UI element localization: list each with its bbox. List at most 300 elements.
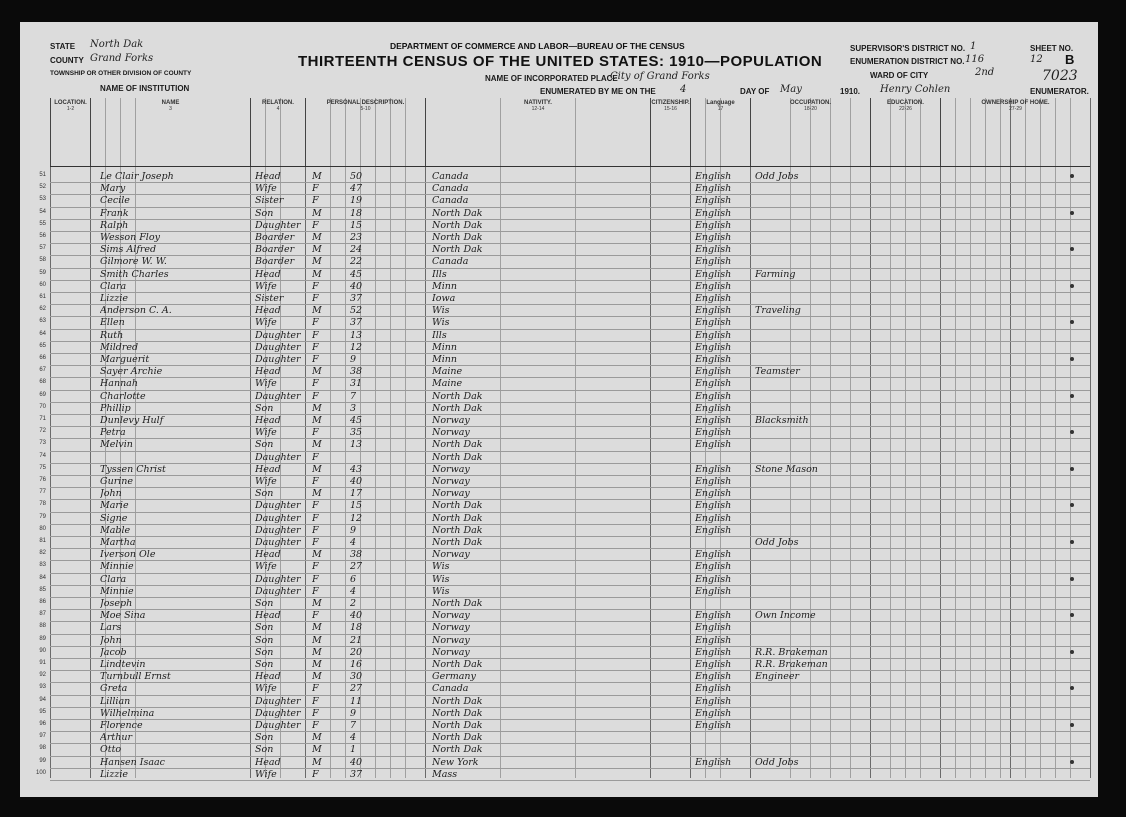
column-header-number: 5-10	[360, 106, 371, 112]
cell-age: 40	[350, 280, 363, 292]
cell-age: 24	[350, 244, 363, 256]
cell-birth: Mass	[432, 768, 458, 780]
cell-rel: Wife	[255, 280, 277, 292]
census-table	[35, 98, 1090, 780]
row-number: 93	[39, 684, 46, 691]
row-number: 70	[39, 403, 46, 410]
township-label: TOWNSHIP OR OTHER DIVISION OF COUNTY	[50, 70, 192, 77]
cell-lang: English	[695, 671, 732, 683]
cell-birth: North Dak	[432, 598, 483, 609]
row-number: 68	[39, 379, 46, 386]
row-number: 66	[39, 355, 46, 361]
row-number: 92	[39, 672, 46, 679]
row-number: 91	[39, 660, 46, 666]
cell-birth: Norway	[432, 476, 470, 487]
cell-birth: Minn	[432, 341, 458, 353]
cell-lang: English	[695, 256, 732, 268]
cell-rel: Son	[255, 744, 274, 756]
column-header-label: OCCUPATION.	[789, 100, 832, 106]
margin-punch-hole	[1070, 613, 1074, 617]
cell-age: 40	[350, 756, 363, 768]
cell-rel: Boarder	[255, 232, 295, 243]
cell-name: Wilhelmina	[100, 707, 155, 719]
cell-name: Sayer Archie	[100, 366, 163, 378]
cell-birth: Canada	[432, 683, 469, 695]
cell-lang: English	[695, 317, 732, 329]
cell-name: Lizzie	[100, 293, 129, 304]
cell-rel: Head	[255, 610, 281, 622]
cell-age: 6	[350, 573, 357, 585]
cell-rel: Head	[255, 171, 281, 182]
cell-birth: Iowa	[432, 293, 456, 304]
column-header-number: 12-14	[531, 106, 545, 112]
column-header-label: PERSONAL DESCRIPTION.	[326, 100, 405, 106]
sheet-letter: B	[1065, 52, 1075, 67]
cell-lang: English	[695, 195, 732, 207]
cell-rel: Son	[255, 659, 274, 670]
cell-birth: North Dak	[432, 732, 483, 744]
cell-name: Phillip	[100, 402, 131, 414]
row-number: 62	[39, 306, 46, 313]
row-number: 77	[39, 489, 46, 496]
cell-rel: Daughter	[255, 585, 301, 597]
cell-rel: Sister	[255, 293, 284, 304]
cell-rel: Son	[255, 646, 274, 658]
cell-rel: Head	[255, 671, 281, 683]
margin-punch-hole	[1070, 394, 1074, 398]
cell-sex: F	[312, 195, 319, 207]
cell-birth: Maine	[432, 378, 463, 390]
cell-lang: English	[695, 439, 732, 451]
cell-birth: Norway	[432, 622, 470, 634]
row-number: 63	[39, 318, 46, 325]
cell-age: 38	[350, 549, 363, 561]
row-number: 69	[39, 391, 46, 398]
cell-sex: F	[312, 329, 319, 341]
cell-lang: English	[695, 622, 732, 634]
cell-birth: North Dak	[432, 451, 483, 463]
cell-age: 47	[350, 183, 363, 195]
cell-age: 21	[350, 634, 363, 646]
cell-rel: Head	[255, 366, 281, 378]
cell-rel: Son	[255, 622, 274, 634]
cell-sex: M	[312, 488, 322, 500]
cell-occ: Teamster	[755, 366, 800, 378]
cell-age: 50	[350, 171, 363, 182]
column-header-number: 18-20	[804, 106, 817, 112]
margin-punch-hole	[1070, 284, 1074, 288]
cell-birth: North Dak	[432, 537, 483, 548]
row-number: 54	[39, 208, 46, 215]
cell-age: 4	[350, 732, 357, 744]
margin-punch-hole	[1070, 467, 1074, 471]
cell-age: 16	[350, 659, 363, 670]
cell-lang: English	[695, 171, 732, 182]
cell-sex: M	[312, 268, 322, 280]
row-number: 96	[39, 721, 46, 727]
county-value: Grand Forks	[90, 53, 154, 64]
cell-lang: English	[695, 293, 732, 304]
cell-age: 31	[350, 378, 363, 390]
cell-rel: Son	[255, 634, 274, 646]
margin-punch-hole	[1070, 540, 1074, 544]
cell-occ: Odd Jobs	[755, 756, 799, 768]
row-number: 86	[39, 599, 46, 605]
cell-lang: English	[695, 305, 732, 317]
cell-birth: North Dak	[432, 500, 483, 512]
cell-rel: Boarder	[255, 244, 295, 256]
cell-name: Minnie	[100, 585, 134, 597]
margin-punch-hole	[1070, 174, 1074, 178]
cell-sex: M	[312, 744, 322, 756]
cell-age: 37	[350, 317, 363, 329]
cell-birth: North Dak	[432, 659, 483, 670]
cell-rel: Wife	[255, 427, 277, 439]
cell-age: 43	[350, 463, 363, 475]
cell-lang: English	[695, 476, 732, 487]
cell-sex: M	[312, 622, 322, 634]
cell-sex: F	[312, 317, 319, 329]
row-number: 72	[39, 428, 46, 435]
cell-rel: Daughter	[255, 524, 301, 536]
cell-age: 27	[350, 561, 363, 573]
cell-age: 18	[350, 207, 363, 219]
cell-name: Gurine	[100, 476, 134, 487]
cell-birth: North Dak	[432, 707, 483, 719]
cell-name: Lindtevin	[100, 659, 146, 670]
row-number: 58	[39, 257, 46, 264]
row-number: 56	[39, 233, 46, 239]
row-number: 51	[39, 172, 46, 178]
row-number: 55	[39, 220, 46, 227]
row-number: 100	[35, 769, 46, 776]
cell-name: Dunlevy Hulf	[100, 415, 164, 426]
cell-age: 12	[350, 341, 363, 353]
cell-name: Charlotte	[100, 390, 146, 402]
day-of-label: DAY OF	[740, 87, 770, 96]
cell-name: Cecile	[100, 195, 130, 207]
cell-sex: M	[312, 232, 322, 243]
column-header	[250, 98, 305, 166]
cell-occ: Farming	[755, 268, 796, 280]
row-number: 99	[39, 757, 46, 764]
cell-occ: Odd Jobs	[755, 171, 799, 182]
cell-sex: F	[312, 561, 319, 573]
margin-punch-hole	[1070, 650, 1074, 654]
cell-name: Frank	[100, 207, 129, 219]
cell-age: 20	[350, 646, 363, 658]
row-number: 65	[39, 342, 46, 349]
cell-name: Greta	[100, 683, 128, 695]
row-number: 83	[39, 562, 46, 569]
cell-age: 27	[350, 683, 363, 695]
column-header-label: Language	[706, 100, 735, 106]
cell-name: Jacob	[100, 646, 127, 658]
row-number: 60	[39, 281, 46, 288]
cell-sex: M	[312, 244, 322, 256]
cell-sex: F	[312, 341, 319, 353]
cell-sex: F	[312, 354, 319, 365]
cell-age: 9	[350, 707, 357, 719]
row-rule	[50, 451, 1090, 452]
cell-sex: M	[312, 756, 322, 768]
cell-age: 15	[350, 219, 363, 231]
cell-lang: English	[695, 268, 732, 280]
sheet-value: 12	[1030, 54, 1043, 65]
margin-punch-hole	[1070, 503, 1074, 507]
cell-age: 9	[350, 354, 357, 365]
cell-lang: English	[695, 585, 732, 597]
column-header	[305, 98, 425, 166]
cell-age: 4	[350, 585, 357, 597]
row-number: 67	[39, 367, 46, 374]
column-header-label: OWNERSHIP OF HOME.	[981, 100, 1050, 106]
column-header	[690, 98, 750, 166]
cell-name: Florence	[100, 720, 143, 731]
cell-age: 1	[350, 744, 357, 756]
row-number: 64	[39, 330, 46, 337]
cell-sex: F	[312, 451, 319, 463]
cell-lang: English	[695, 512, 732, 524]
cell-rel: Daughter	[255, 573, 301, 585]
row-number: 90	[39, 647, 46, 654]
cell-name: Turnbull Ernst	[100, 671, 171, 683]
cell-rel: Wife	[255, 561, 277, 573]
cell-birth: North Dak	[432, 390, 483, 402]
row-number: 87	[39, 611, 46, 618]
column-header-number: 3	[169, 106, 172, 112]
state-value: North Dak	[90, 39, 144, 50]
cell-name: Clara	[100, 280, 127, 292]
cell-birth: Norway	[432, 646, 470, 658]
cell-name: Melvin	[100, 439, 133, 451]
cell-rel: Daughter	[255, 329, 301, 341]
cell-lang: English	[695, 573, 732, 585]
sheet-label: SHEET NO.	[1030, 44, 1074, 53]
cell-name: John	[100, 488, 122, 500]
cell-age: 9	[350, 524, 357, 536]
cell-occ: Blacksmith	[755, 415, 809, 426]
cell-name: Tyssen Christ	[100, 463, 166, 475]
row-number: 95	[39, 708, 46, 715]
cell-birth: Norway	[432, 488, 470, 500]
cell-birth: North Dak	[432, 439, 483, 451]
row-number: 84	[39, 574, 46, 581]
cell-age: 15	[350, 500, 363, 512]
cell-sex: M	[312, 549, 322, 561]
cell-name: Martha	[100, 537, 136, 548]
cell-sex: F	[312, 378, 319, 390]
cell-name: Mary	[100, 183, 126, 195]
cell-occ: Engineer	[755, 671, 800, 683]
cell-sex: F	[312, 512, 319, 524]
cell-rel: Wife	[255, 378, 277, 390]
cell-sex: F	[312, 500, 319, 512]
cell-lang: English	[695, 390, 732, 402]
column-header-number: 15-16	[664, 106, 677, 112]
cell-birth: Maine	[432, 366, 463, 378]
county-label: COUNTY	[50, 56, 84, 65]
cell-sex: M	[312, 415, 322, 426]
cell-name: Mable	[100, 524, 131, 536]
margin-punch-hole	[1070, 723, 1074, 727]
cell-sex: F	[312, 683, 319, 695]
cell-name: Hannah	[100, 378, 138, 390]
cell-occ: Stone Mason	[755, 463, 818, 475]
supervisor-label: SUPERVISOR'S DISTRICT NO.	[850, 44, 966, 53]
column-header	[940, 98, 1090, 166]
cell-rel: Wife	[255, 768, 277, 780]
cell-lang: English	[695, 366, 732, 378]
enumerated-day: 4	[680, 84, 687, 95]
column-header	[870, 98, 940, 166]
cell-lang: English	[695, 610, 732, 622]
cell-rel: Wife	[255, 183, 277, 195]
cell-birth: Norway	[432, 427, 470, 439]
cell-name: Joseph	[100, 598, 133, 609]
ward-label: WARD OF CITY	[870, 71, 929, 80]
cell-name: Wesson Floy	[100, 232, 160, 243]
cell-age: 35	[350, 427, 363, 439]
cell-birth: North Dak	[432, 207, 483, 219]
cell-age: 37	[350, 768, 363, 780]
column-header	[90, 98, 250, 166]
cell-sex: F	[312, 573, 319, 585]
cell-birth: Canada	[432, 171, 469, 182]
cell-sex: M	[312, 732, 322, 744]
cell-birth: Wis	[432, 561, 450, 573]
cell-sex: M	[312, 659, 322, 670]
cell-birth: New York	[432, 756, 479, 768]
cell-birth: Canada	[432, 256, 469, 268]
cell-sex: F	[312, 707, 319, 719]
cell-sex: F	[312, 610, 319, 622]
row-number: 57	[39, 245, 46, 252]
cell-birth: North Dak	[432, 244, 483, 256]
cell-age: 2	[350, 598, 357, 609]
row-number: 85	[39, 586, 46, 593]
cell-occ: R.R. Brakeman	[755, 646, 828, 658]
cell-birth: North Dak	[432, 744, 483, 756]
cell-lang: English	[695, 207, 732, 219]
cell-lang: English	[695, 415, 732, 426]
row-number: 79	[39, 513, 46, 520]
cell-name: Mildred	[100, 341, 139, 353]
cell-rel: Wife	[255, 476, 277, 487]
cell-birth: Wis	[432, 305, 450, 317]
cell-rel: Head	[255, 463, 281, 475]
row-number: 61	[39, 294, 46, 300]
column-header	[50, 98, 90, 166]
cell-sex: F	[312, 293, 319, 304]
cell-sex: M	[312, 402, 322, 414]
cell-name: Iverson Ole	[100, 549, 156, 561]
cell-age: 38	[350, 366, 363, 378]
cell-birth: North Dak	[432, 232, 483, 243]
cell-age: 22	[350, 256, 363, 268]
column-header	[650, 98, 690, 166]
cell-lang: English	[695, 683, 732, 695]
cell-lang: English	[695, 646, 732, 658]
cell-lang: English	[695, 659, 732, 670]
cell-rel: Son	[255, 439, 274, 451]
cell-lang: English	[695, 500, 732, 512]
cell-sex: F	[312, 695, 319, 707]
cell-lang: English	[695, 244, 732, 256]
enumerator-value: Henry Cohlen	[880, 84, 951, 95]
cell-sex: F	[312, 280, 319, 292]
cell-age: 45	[350, 415, 363, 426]
row-number: 94	[39, 696, 46, 703]
row-number: 97	[39, 733, 46, 740]
place-value: City of Grand Forks	[610, 71, 710, 82]
cell-rel: Son	[255, 488, 274, 500]
year-label: 1910.	[840, 87, 861, 96]
cell-rel: Daughter	[255, 451, 301, 463]
margin-punch-hole	[1070, 686, 1074, 690]
cell-sex: F	[312, 183, 319, 195]
row-number: 89	[39, 635, 46, 642]
cell-birth: North Dak	[432, 402, 483, 414]
cell-age: 52	[350, 305, 363, 317]
column-header-label: LOCATION.	[54, 100, 87, 106]
census-title: THIRTEENTH CENSUS OF THE UNITED STATES: 1910—POPULATION	[298, 53, 823, 70]
cell-age: 40	[350, 610, 363, 622]
cell-sex: F	[312, 427, 319, 439]
cell-rel: Sister	[255, 195, 284, 207]
cell-sex: M	[312, 598, 322, 609]
institution-label: NAME OF INSTITUTION	[100, 84, 190, 93]
cell-birth: North Dak	[432, 219, 483, 231]
margin-punch-hole	[1070, 430, 1074, 434]
cell-age: 45	[350, 268, 363, 280]
cell-sex: M	[312, 256, 322, 268]
enumerated-label: ENUMERATED BY ME ON THE	[540, 87, 656, 96]
margin-punch-hole	[1070, 211, 1074, 215]
cell-sex: M	[312, 463, 322, 475]
cell-sex: M	[312, 646, 322, 658]
cell-name: Gilmore W. W.	[100, 256, 167, 268]
cell-age: 37	[350, 293, 363, 304]
cell-name: Minnie	[100, 561, 134, 573]
enumerator-label: ENUMERATOR.	[1030, 87, 1089, 96]
cell-age: 7	[350, 720, 357, 731]
row-number: 81	[39, 538, 46, 544]
cell-age: 12	[350, 512, 363, 524]
row-number: 75	[39, 464, 46, 471]
cell-rel: Daughter	[255, 512, 301, 524]
row-number: 53	[39, 196, 46, 203]
header-rule	[50, 166, 1090, 167]
cell-rel: Boarder	[255, 256, 295, 268]
cell-rel: Head	[255, 549, 281, 561]
cell-birth: Norway	[432, 415, 470, 426]
cell-birth: Wis	[432, 317, 450, 329]
cell-rel: Daughter	[255, 500, 301, 512]
cell-rel: Daughter	[255, 354, 301, 365]
cell-lang: English	[695, 183, 732, 195]
row-number: 78	[39, 501, 46, 508]
cell-name: Marie	[100, 500, 129, 512]
column-header-number: 27-29	[1009, 106, 1022, 112]
cell-sex: F	[312, 524, 319, 536]
row-number: 98	[39, 745, 46, 752]
enum-district-label: ENUMERATION DISTRICT NO.	[850, 57, 965, 66]
cell-name: Hansen Isaac	[100, 756, 165, 768]
column-header-number: 17	[717, 106, 724, 112]
margin-punch-hole	[1070, 760, 1074, 764]
cell-name: Otto	[100, 744, 122, 756]
